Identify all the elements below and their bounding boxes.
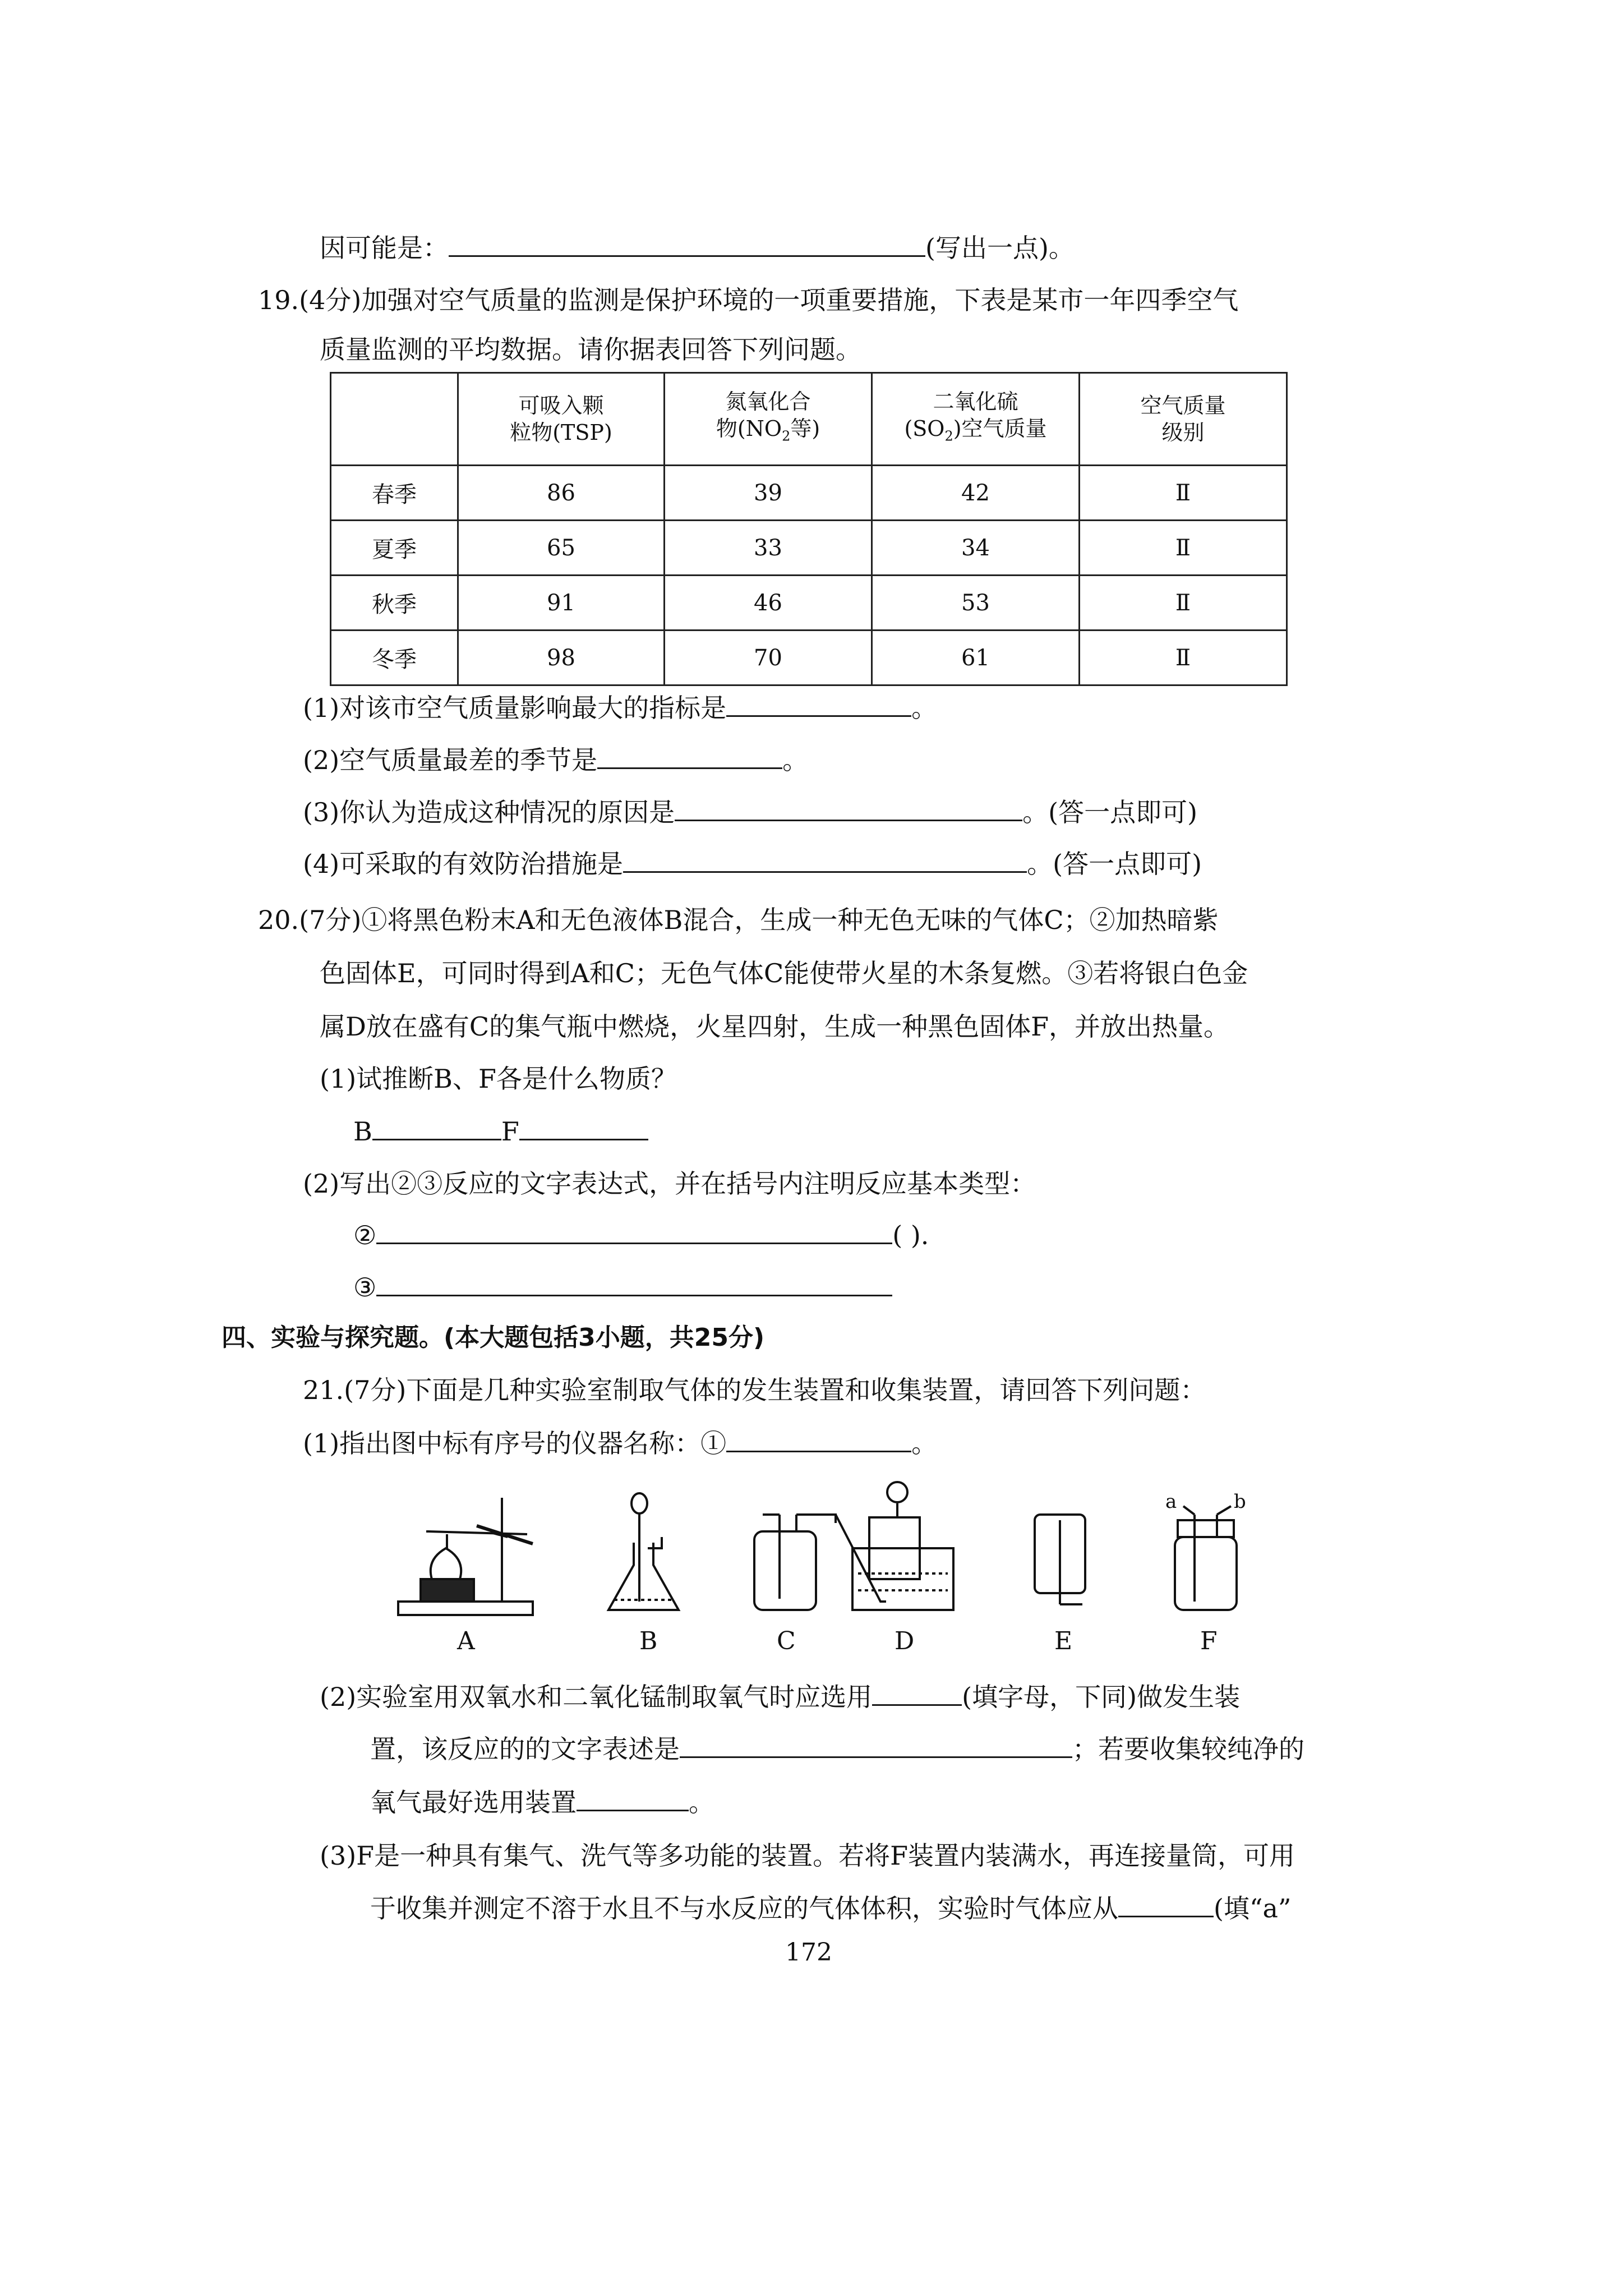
- q20-line4: (1)试推断B、F各是什么物质？: [320, 1064, 677, 1094]
- header-empty: [331, 373, 458, 466]
- header-no2: 氮氧化合 物($NO_2$等): [665, 373, 872, 466]
- q19-sub3: (3)你认为造成这种情况的原因是 。(答一点即可): [303, 797, 1198, 827]
- apparatus-f: [1175, 1506, 1237, 1610]
- q19-intro2: 质量监测的平均数据。请你据表回答下列问题。: [320, 334, 861, 365]
- q20-eq2: ② ( ).: [353, 1220, 929, 1250]
- answer-blank: [597, 745, 782, 769]
- cell-season: 秋季: [331, 576, 458, 631]
- q19-sub1: (1)对该市空气质量影响最大的指标是 。: [303, 693, 938, 723]
- table-row: [331, 631, 1287, 685]
- q21-line6: (3)F是一种具有集气、洗气等多功能的装置。若将F装置内装满水，再连接量筒，可用: [320, 1841, 1295, 1871]
- cell-no2: 39: [665, 466, 872, 521]
- answer-blank: [376, 1272, 892, 1296]
- top-line-suffix: (写出一点)。: [925, 233, 1075, 263]
- q21-line1: 21.(7分)下面是几种实验室制取气体的发生装置和收集装置，请回答下列问题：: [303, 1375, 1206, 1405]
- cell-so2: 61: [872, 631, 1080, 685]
- answer-blank: [872, 1682, 962, 1706]
- label-f: F: [1200, 1627, 1218, 1655]
- label-a: A: [457, 1627, 475, 1655]
- table-header-row: [331, 373, 1287, 466]
- answer-blank: [726, 693, 911, 717]
- apparatus-a: [398, 1498, 533, 1615]
- q21-line3: (2)实验室用双氧水和二氧化锰制取氧气时应选用 (填字母，下同)做发生装: [320, 1682, 1241, 1712]
- cell-no2: 70: [665, 631, 872, 685]
- table-row: [331, 521, 1287, 576]
- q19-intro: 19.(4分)加强对空气质量的监测是保护环境的一项重要措施，下表是某市一年四季空气: [258, 285, 1239, 315]
- section-4-heading: 四、实验与探究题。(本大题包括3小题，共25分): [222, 1323, 765, 1352]
- label-d: D: [895, 1627, 915, 1655]
- label-e: E: [1054, 1627, 1073, 1655]
- answer-blank: [577, 1787, 689, 1811]
- cell-grade: Ⅱ: [1080, 521, 1287, 576]
- q20-line3: 属D放在盛有C的集气瓶中燃烧，火星四射，生成一种黑色固体F，并放出热量。: [320, 1011, 1229, 1042]
- apparatus-figure: [393, 1481, 1346, 1666]
- apparatus-e: [1035, 1515, 1085, 1604]
- cell-no2: 33: [665, 521, 872, 576]
- air-quality-table: [330, 372, 1288, 686]
- header-grade: 空气质量 级别: [1080, 373, 1287, 466]
- q21-line5: 氧气最好选用装置 。: [370, 1787, 714, 1818]
- apparatus-b: [608, 1493, 679, 1610]
- cell-no2: 46: [665, 576, 872, 631]
- cell-grade: Ⅱ: [1080, 466, 1287, 521]
- cell-tsp: 91: [458, 576, 665, 631]
- q20-bf-line: B F: [353, 1115, 648, 1148]
- q19-sub2: (2)空气质量最差的季节是 。: [303, 745, 809, 775]
- q21-line7: 于收集并测定不溶于水且不与水反应的气体体积，实验时气体应从 (填“a”: [370, 1893, 1292, 1924]
- port-b-label: b: [1234, 1490, 1246, 1513]
- cell-season: 春季: [331, 466, 458, 521]
- answer-blank: [1118, 1893, 1214, 1917]
- q20-eq3: ③: [353, 1271, 892, 1304]
- table-row: [331, 466, 1287, 521]
- q19-sub4: (4)可采取的有效防治措施是 。(答一点即可): [303, 849, 1202, 879]
- apparatus-d: [836, 1482, 953, 1610]
- header-so2: 二氧化硫 $(SO_2)$空气质量: [872, 373, 1080, 466]
- answer-blank: [623, 849, 1027, 873]
- table-row: [331, 576, 1287, 631]
- header-tsp: 可吸入颗 粒物(TSP): [458, 373, 665, 466]
- q20-line1: 20.(7分)①将黑色粉末A和无色液体B混合，生成一种无色无味的气体C；②加热暗紫: [258, 905, 1219, 935]
- cell-grade: Ⅱ: [1080, 576, 1287, 631]
- cell-so2: 42: [872, 466, 1080, 521]
- cell-tsp: 98: [458, 631, 665, 685]
- q20-line2: 色固体E，可同时得到A和C；无色气体C能使带火星的木条复燃。③若将银白色金: [320, 958, 1248, 988]
- answer-blank: [372, 1116, 501, 1140]
- cell-season: 冬季: [331, 631, 458, 685]
- answer-blank: [449, 233, 925, 257]
- port-a-label: a: [1165, 1490, 1177, 1513]
- q21-line2: (1)指出图中标有序号的仪器名称：① 。: [303, 1428, 938, 1458]
- answer-blank: [680, 1734, 1072, 1758]
- answer-blank: [726, 1428, 911, 1452]
- cell-tsp: 86: [458, 466, 665, 521]
- q21-line4: 置，该反应的的文字表述是 ；若要收集较纯净的: [370, 1734, 1304, 1764]
- apparatus-c: [754, 1515, 836, 1610]
- answer-blank: [376, 1220, 892, 1244]
- label-c: C: [777, 1627, 796, 1655]
- q20-line5: (2)写出②③反应的文字表达式，并在括号内注明反应基本类型：: [303, 1168, 1036, 1199]
- cell-so2: 34: [872, 521, 1080, 576]
- answer-blank: [519, 1116, 648, 1140]
- cell-so2: 53: [872, 576, 1080, 631]
- answer-blank: [675, 797, 1022, 821]
- top-line: [320, 231, 1075, 265]
- page-number: 172: [785, 1938, 832, 1967]
- cell-season: 夏季: [331, 521, 458, 576]
- label-b: B: [639, 1627, 658, 1655]
- cell-tsp: 65: [458, 521, 665, 576]
- cell-grade: Ⅱ: [1080, 631, 1287, 685]
- top-line-prefix: 因可能是：: [320, 233, 449, 263]
